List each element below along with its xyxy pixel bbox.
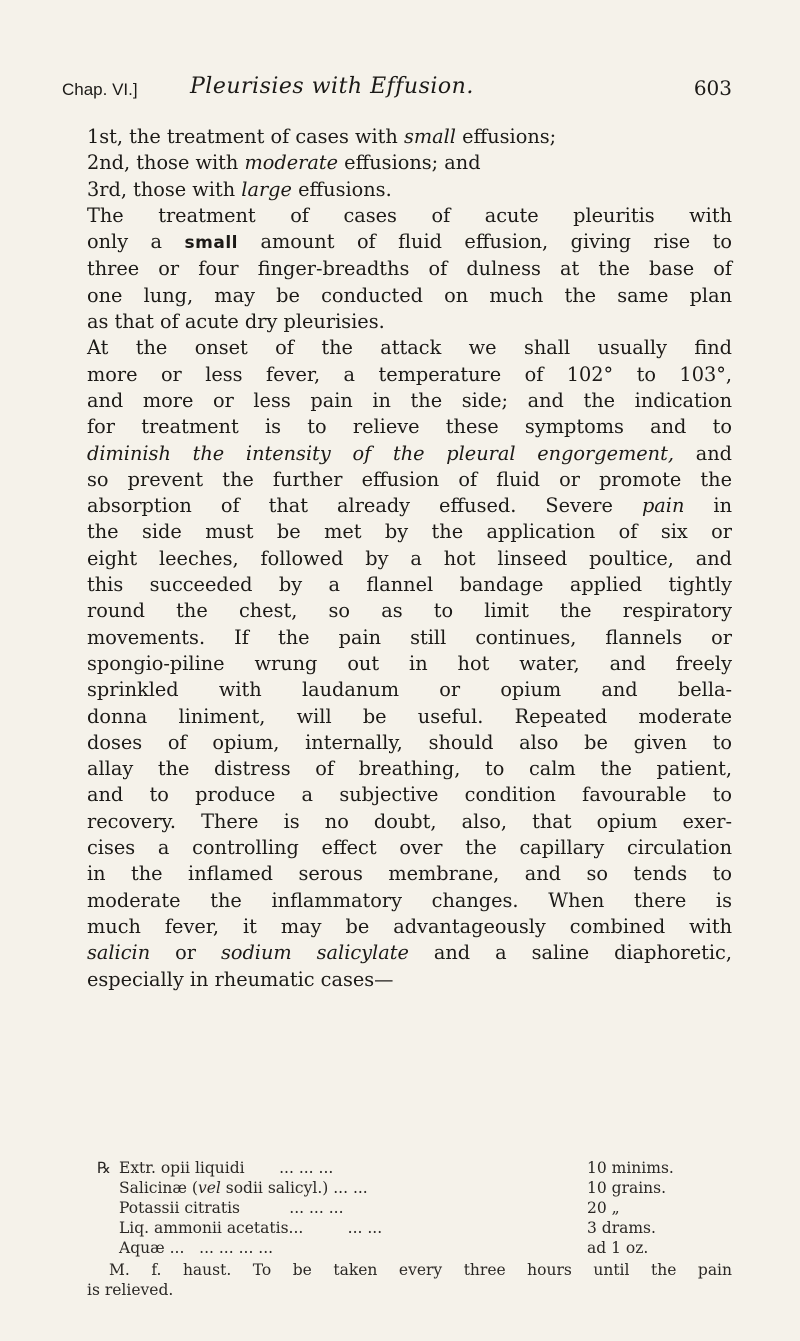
text-run-italic: pain [641,494,685,518]
paragraph-line [87,362,732,388]
ingredient-name: sodii salicyl.) [220,1179,329,1197]
text-run: one lung, may be conducted on much the same plan [87,283,732,307]
prescription-ingredient [97,1218,587,1238]
paragraph-line [87,677,732,703]
prescription-ingredient [97,1238,587,1258]
paragraph-line [87,651,732,677]
prescription [97,1158,737,1258]
paragraph-line [87,546,732,572]
text-run-italic: sodium salicylate [220,941,409,965]
text-run: in the inflamed serous membrane, and so tends to [87,862,732,886]
list-item [87,177,732,203]
paragraph-line [87,203,732,229]
paragraph-line [87,467,732,493]
text-run: so prevent the further effusion of fluid or promote the [87,467,732,491]
paragraph-line [87,414,732,440]
text-run: only a [87,230,163,254]
paragraph-line [87,835,732,861]
text-run: and [695,441,732,465]
text-run: the side must be met by the application of six or [87,520,732,544]
text-run: eight leeches, followed by a hot linseed poultice, and [87,546,732,570]
text-run: amount of fluid effusion, giving rise to [260,230,732,254]
paragraph-line [87,335,732,361]
running-title: Pleurisies with Effusion. [190,74,474,99]
prescription-ingredient [97,1178,587,1198]
paragraph-line [87,782,732,808]
text-run: effusions. [298,177,392,201]
list-item [87,124,732,150]
text-run: movements. If the pain still continues, flannels or [87,625,732,649]
prescription-row [97,1198,737,1218]
prescription-row [97,1158,737,1178]
page-header [62,76,732,110]
text-run-italic: moderate [244,151,339,175]
recipe-symbol: ℞ [97,1159,111,1177]
paragraph-line [87,572,732,598]
text-run: At the onset of the attack we shall usually find [87,336,732,360]
instruction-line: M. f. haust. To be taken every three hours until the pain [109,1261,732,1279]
ingredient-quantity: 10 grains. [587,1179,667,1197]
text-run: in [713,494,732,518]
ingredient-name: Liq. ammonii acetatis... [119,1219,304,1237]
text-run: spongio-piline wrung out in hot water, and freely [87,651,732,675]
ingredient-name: Potassii citratis [119,1199,241,1217]
paragraph-line [87,598,732,624]
ingredient-name-italic: vel [197,1179,221,1197]
text-run: doses of opium, internally, should also be given to [87,730,732,754]
text-run: sprinkled with laudanum or opium and bella- [87,678,732,702]
ingredient-name: Extr. opii liquidi [119,1159,245,1177]
chapter-label: Chap. VI.] [62,80,138,99]
paragraph-line [87,441,732,467]
text-run: and a saline diaphoretic, [433,941,732,965]
paragraph-line [87,914,732,940]
leader-dots: ... ... ... [289,1199,344,1217]
text-run: more or less fever, a temperature of 102° to 103°, [87,362,732,386]
text-run: The treatment of cases of acute pleuritis with [87,203,732,227]
ingredient-quantity: 20 „ [587,1199,620,1217]
text-run: 1st, the treatment of cases with [87,125,398,148]
text-run-italic: salicin [87,941,151,965]
text-run: donna liniment, will be useful. Repeated moderate [87,704,732,728]
text-run-italic: diminish the intensity of the pleural engorgement, [87,441,674,465]
text-run: for treatment is to relieve these symptoms and to [87,415,732,439]
paragraph-line [87,283,732,309]
ingredient-name: Aquæ ... [119,1239,185,1257]
leader-dots: ... ... ... [279,1159,334,1177]
paragraph-line [87,388,732,414]
paragraph-line [87,309,732,335]
text-run: especially in rheumatic cases— [87,967,394,991]
text-run: and more or less pain in the side; and the indication [87,388,732,412]
paragraph-line [87,756,732,782]
text-run: this succeeded by a flannel bandage applied tightly [87,573,732,597]
prescription-row [97,1178,737,1198]
prescription-row [97,1238,737,1258]
leader-dots: ... ... [347,1219,383,1237]
text-run: absorption of that already effused. Severe [87,494,613,518]
text-run: or [175,941,196,965]
text-run: and to produce a subjective condition favourable to [87,783,732,807]
prescription-ingredient [97,1158,587,1178]
prescription-ingredient [97,1198,587,1218]
paragraph-line [87,256,732,282]
text-run: 3rd, those with [87,177,236,201]
paragraph-line [87,809,732,835]
text-run-bold: small [184,233,239,254]
text-run: much fever, it may be advantageously combined with [87,914,732,938]
instruction-line: is relieved. [87,1281,174,1299]
page-number: 603 [693,76,732,100]
text-run: cises a controlling effect over the capillary circulation [87,836,732,860]
leader-dots: ... ... ... ... [199,1239,274,1257]
text-run-italic: large [241,177,292,201]
text-run: effusions; and [344,151,481,175]
text-run: round the chest, so as to limit the respiratory [87,599,732,623]
ingredient-quantity: ad 1 oz. [587,1239,649,1257]
text-run: allay the distress of breathing, to calm the patient, [87,757,732,781]
prescription-instructions [87,1260,732,1300]
paragraph-line [87,888,732,914]
ingredient-quantity: 3 drams. [587,1219,656,1237]
text-run: moderate the inflammatory changes. When there is [87,888,732,912]
paragraph-line [87,730,732,756]
text-run: 2nd, those with [87,151,239,175]
paragraph-line [87,940,732,966]
paragraph-line [87,519,732,545]
text-run: effusions; [462,125,557,148]
ingredient-name: Salicinæ ( [119,1179,198,1197]
paragraph-line [87,967,732,993]
paragraph-line [87,625,732,651]
paragraph-line [87,704,732,730]
leader-dots: ... ... [333,1179,368,1197]
ingredient-quantity: 10 minims. [587,1159,674,1177]
body-text [87,124,732,993]
paragraph-line [87,861,732,887]
text-run: recovery. There is no doubt, also, that opium exer- [87,809,732,833]
paragraph-line [87,493,732,519]
prescription-row [97,1218,737,1238]
paragraph-line [87,229,732,256]
text-run: as that of acute dry pleurisies. [87,310,385,334]
text-run-italic: small [403,125,456,148]
text-run: three or four finger-breadths of dulness at the base of [87,257,732,281]
list-item [87,150,732,176]
